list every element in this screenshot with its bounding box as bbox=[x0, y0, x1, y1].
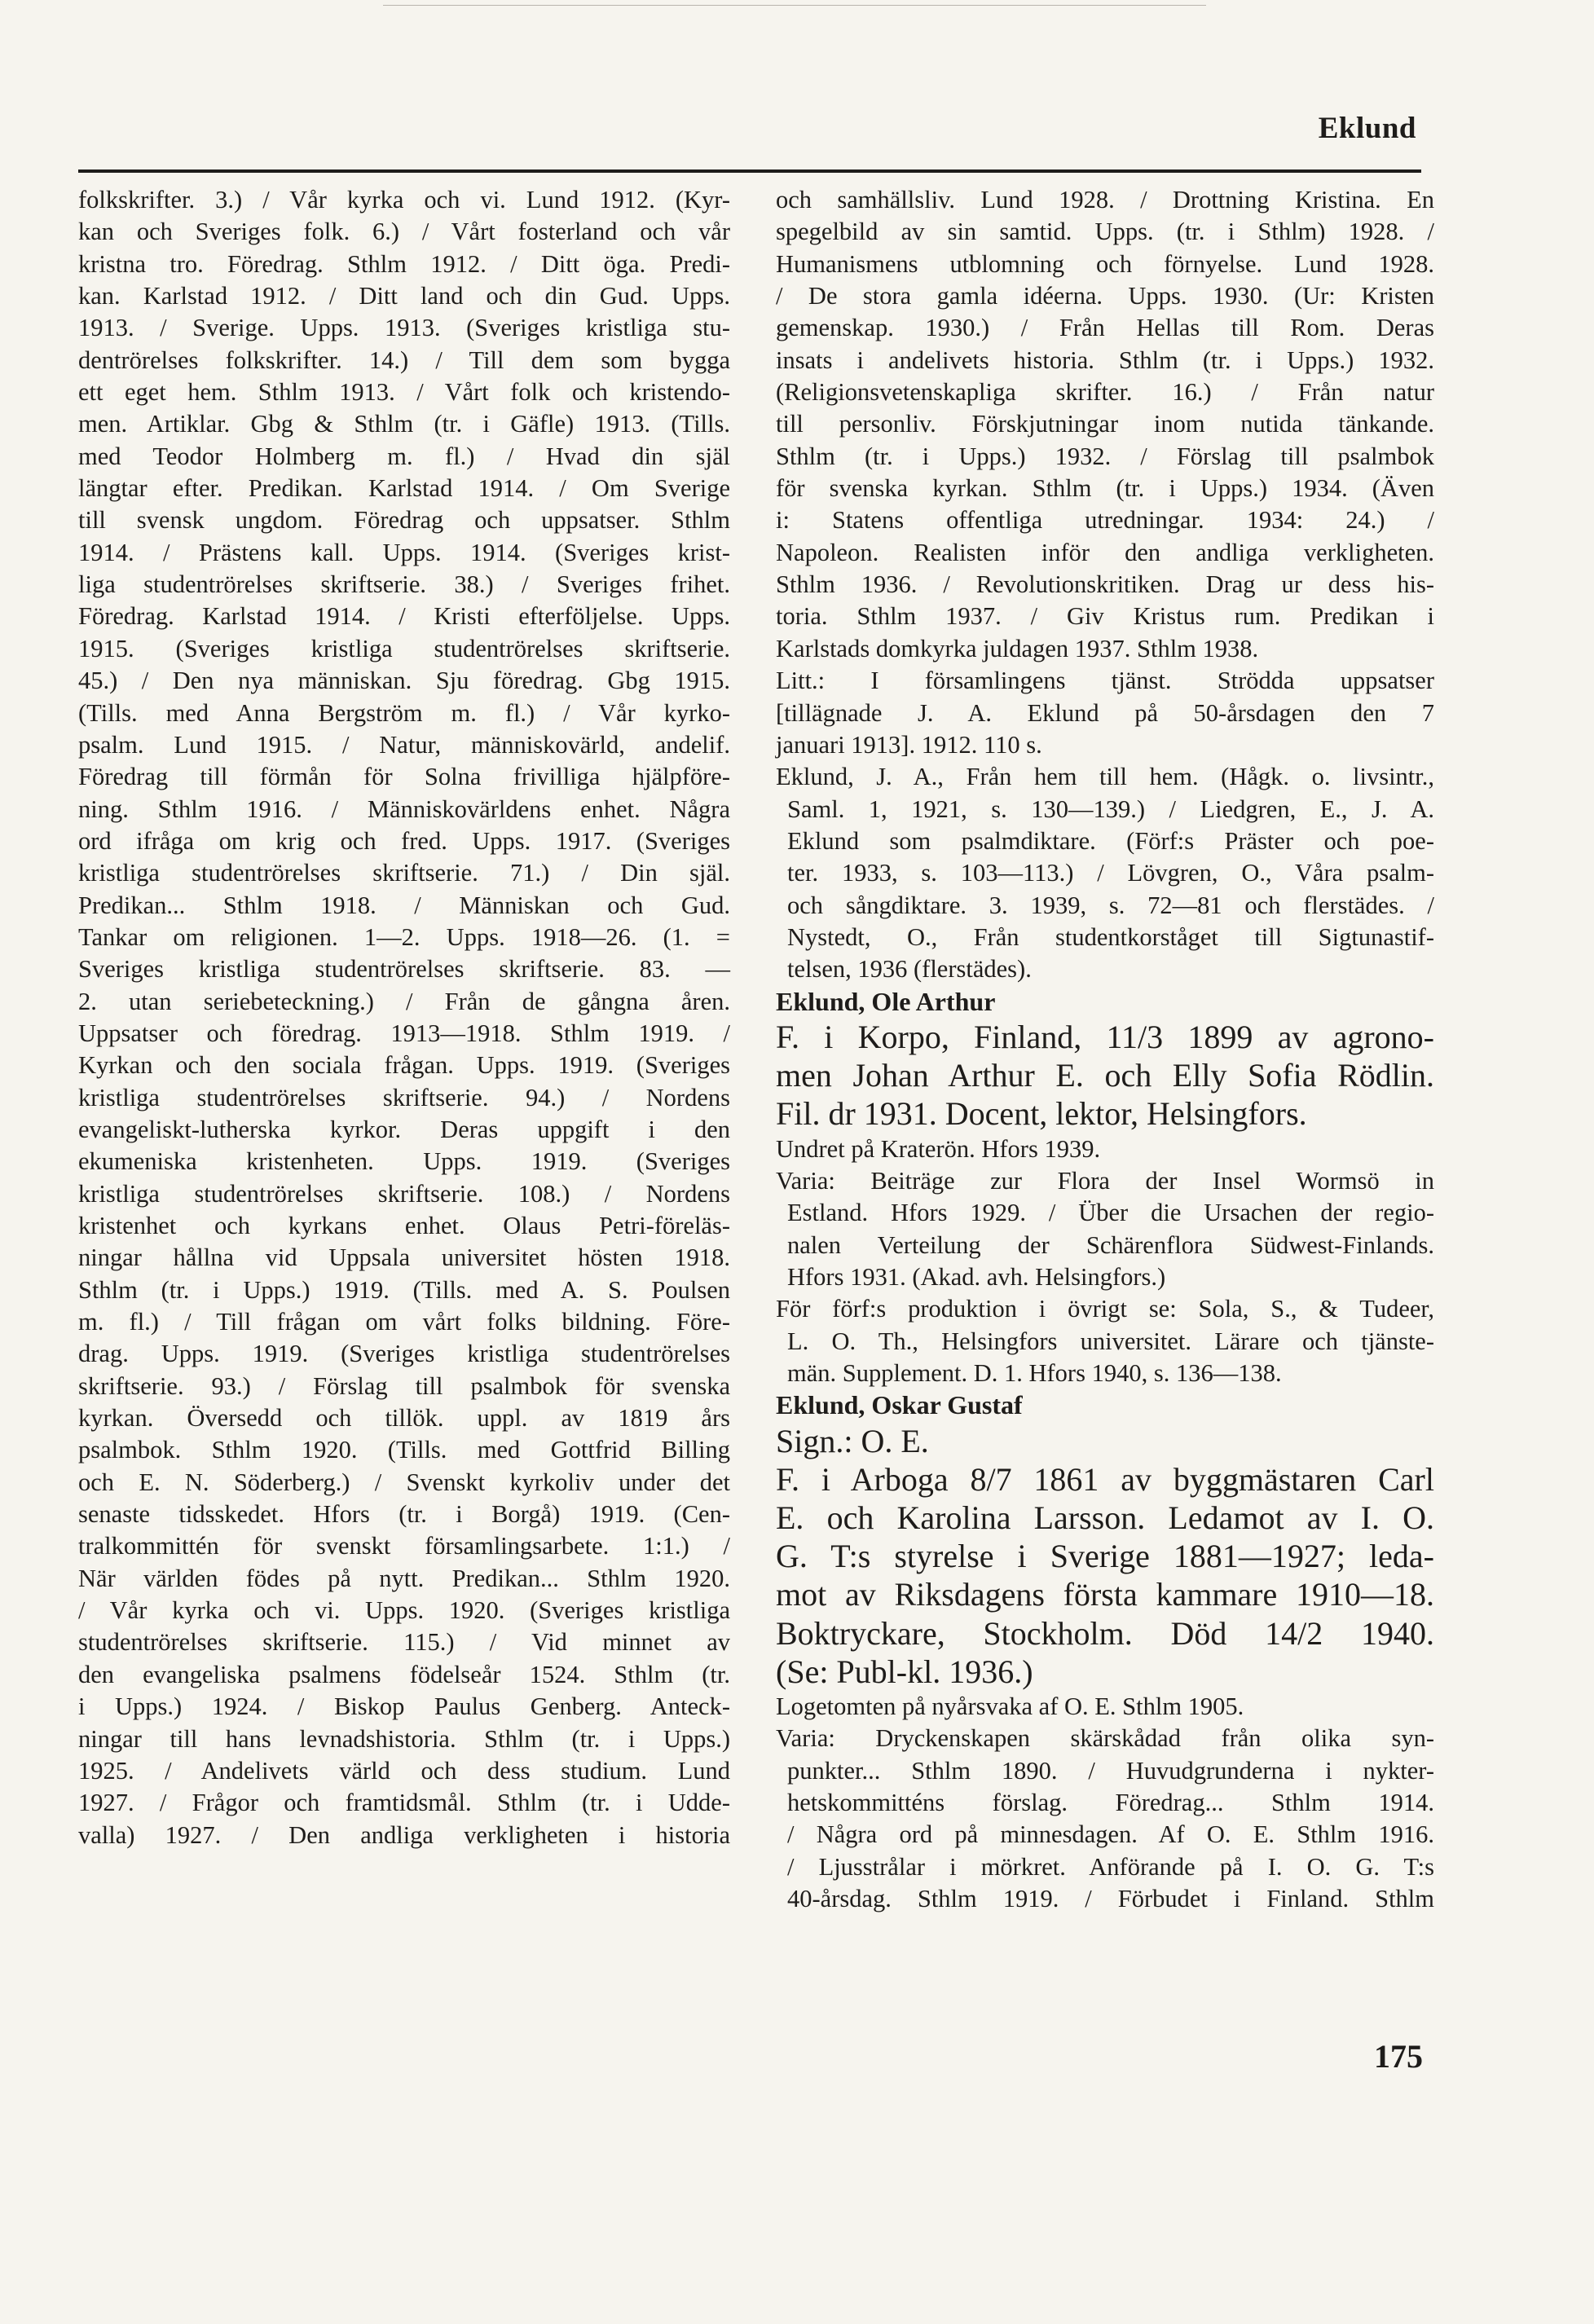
text-line: Kyrkan och den sociala frågan. Upps. 1919. (Sveriges bbox=[78, 1051, 730, 1080]
text-line: psalmbok. Sthlm 1920. (Tills. med Gottfrid Billing bbox=[78, 1436, 730, 1464]
text-line: Föredrag till förmån för Solna frivilliga hjälpföre- bbox=[78, 763, 730, 791]
text-line: Sign.: O. E. bbox=[776, 1422, 929, 1459]
text-line: 1914. / Prästens kall. Upps. 1914. (Sveriges krist- bbox=[78, 538, 730, 566]
text-line: Varia: Dryckenskapen skärskådad från olika syn- bbox=[776, 1724, 1434, 1753]
text-line: Eklund som psalmdiktare. (Förf:s Präster och poe- bbox=[787, 826, 1434, 855]
text-line: kristenhet och kyrkans enhet. Olaus Petri-föreläs- bbox=[78, 1212, 730, 1239]
text-line: Napoleon. Realisten inför den andliga verkligheten. bbox=[776, 538, 1434, 566]
text-line: När världen födes på nytt. Predikan... Sthlm 1920. bbox=[78, 1564, 730, 1592]
text-line: och samhällsliv. Lund 1928. / Drottning Kristina. En bbox=[776, 186, 1434, 213]
text-line: L. O. Th., Helsingfors universitet. Lärare och tjänste- bbox=[787, 1327, 1434, 1355]
entry-heading: Eklund, Oskar Gustaf bbox=[776, 1390, 1023, 1420]
text-line: nalen Verteilung der Schärenflora Südwest-Finlands. bbox=[787, 1230, 1434, 1259]
text-line: (Tills. med Anna Bergström m. fl.) / Vår kyrko- bbox=[78, 698, 730, 727]
text-line: kristliga studentrörelses skriftserie. 94.) / Nordens bbox=[78, 1083, 730, 1111]
text-line: Eklund, J. A., Från hem till hem. (Hågk. o. livsintr., bbox=[776, 763, 1434, 791]
text-line: kristna tro. Föredrag. Sthlm 1912. / Ditt öga. Predi- bbox=[78, 249, 730, 278]
text-line: drag. Upps. 1919. (Sveriges kristliga studentrörelses bbox=[78, 1340, 730, 1368]
text-line: ord ifråga om krig och fred. Upps. 1917. (Sveriges bbox=[78, 826, 730, 855]
text-line: / Vår kyrka och vi. Upps. 1920. (Sveriges kristliga bbox=[78, 1596, 730, 1625]
running-head: Eklund bbox=[1318, 112, 1416, 145]
text-line: för svenska kyrkan. Sthlm (tr. i Upps.) 1934. (Även bbox=[776, 474, 1434, 503]
text-line: E. och Karolina Larsson. Ledamot av I. O. bbox=[776, 1499, 1434, 1536]
text-line: Föredrag. Karlstad 1914. / Kristi efterföljelse. Upps. bbox=[78, 602, 730, 631]
text-line: Uppsatser och föredrag. 1913—1918. Sthlm 1919. / bbox=[78, 1019, 730, 1047]
text-line: Sthlm (tr. i Upps.) 1919. (Tills. med A. S. Poulsen bbox=[78, 1275, 730, 1304]
text-line: hetskommitténs förslag. Föredrag... Sthlm 1914. bbox=[787, 1788, 1434, 1816]
text-line: Fil. dr 1931. Docent, lektor, Helsingfors. bbox=[776, 1095, 1307, 1133]
page-number: 175 bbox=[1374, 2038, 1423, 2075]
text-line: ett eget hem. Sthlm 1913. / Vårt folk och kristendo- bbox=[78, 378, 730, 407]
text-line: män. Supplement. D. 1. Hfors 1940, s. 136—138. bbox=[787, 1358, 1282, 1387]
text-line: evangeliskt-lutherska kyrkor. Deras uppgift i den bbox=[78, 1115, 730, 1143]
text-line: i Upps.) 1924. / Biskop Paulus Genberg. Anteck- bbox=[78, 1692, 730, 1721]
text-line: Tankar om religionen. 1—2. Upps. 1918—26. (1. = bbox=[78, 922, 730, 951]
text-line: tralkommittén för svenskt församlingsarbete. 1:1.) / bbox=[78, 1532, 730, 1560]
text-line: i: Statens offentliga utredningar. 1934: 24.) / bbox=[776, 506, 1434, 535]
text-line: kristliga studentrörelses skriftserie. 71.) / Din själ. bbox=[78, 859, 730, 887]
text-line: Sveriges kristliga studentrörelses skriftserie. 83. — bbox=[78, 955, 730, 984]
text-line: Varia: Beiträge zur Flora der Insel Wormsö in bbox=[776, 1166, 1434, 1195]
text-line: Hfors 1931. (Akad. avh. Helsingfors.) bbox=[787, 1262, 1166, 1291]
text-line: valla) 1927. / Den andliga verkligheten i historia bbox=[78, 1820, 730, 1849]
text-line: Litt.: I församlingens tjänst. Strödda uppsatser bbox=[776, 667, 1434, 695]
text-line: Sthlm (tr. i Upps.) 1932. / Förslag till psalmbok bbox=[776, 442, 1434, 470]
text-line: kan och Sveriges folk. 6.) / Vårt fosterland och vår bbox=[78, 218, 730, 246]
top-edge-line bbox=[383, 5, 1206, 6]
text-line: kristliga studentrörelses skriftserie. 108.) / Nordens bbox=[78, 1179, 730, 1208]
text-line: studentrörelses skriftserie. 115.) / Vid minnet av bbox=[78, 1628, 730, 1657]
text-line: 2. utan seriebeteckning.) / Från de gångna åren. bbox=[78, 987, 730, 1015]
text-line: 45.) / Den nya människan. Sju föredrag. Gbg 1915. bbox=[78, 667, 730, 695]
right-column bbox=[776, 184, 1434, 1915]
text-line: ning. Sthlm 1916. / Människovärldens enhet. Några bbox=[78, 794, 730, 823]
text-line: telsen, 1936 (flerstädes). bbox=[787, 955, 1032, 984]
text-line: m. fl.) / Till frågan om vårt folks bildning. Före- bbox=[78, 1308, 730, 1336]
entry-heading: Eklund, Ole Arthur bbox=[776, 986, 996, 1016]
text-line: den evangeliska psalmens födelseår 1524. Sthlm (tr. bbox=[78, 1660, 730, 1688]
text-line: ekumeniska kristenheten. Upps. 1919. (Sveriges bbox=[78, 1147, 730, 1176]
text-line: F. i Arboga 8/7 1861 av byggmästaren Carl bbox=[776, 1460, 1434, 1498]
text-line: [tillägnade J. A. Eklund på 50-årsdagen den 7 bbox=[776, 698, 1434, 727]
text-line: / De stora gamla idéerna. Upps. 1930. (Ur: Kristen bbox=[776, 282, 1434, 310]
text-line: Sthlm 1936. / Revolutionskritiken. Drag ur dess his- bbox=[776, 570, 1434, 599]
text-line: / Ljusstrålar i mörkret. Anförande på I. O. G. T:s bbox=[787, 1852, 1434, 1881]
text-line: mot av Riksdagens första kammare 1910—18. bbox=[776, 1576, 1434, 1613]
text-line: till svensk ungdom. Föredrag och uppsatser. Sthlm bbox=[78, 506, 730, 535]
text-line: dentrörelses folkskrifter. 14.) / Till dem som bygga bbox=[78, 346, 730, 374]
text-line: men Johan Arthur E. och Elly Sofia Rödlin. bbox=[776, 1057, 1434, 1094]
text-line: ningar till hans levnadshistoria. Sthlm (tr. i Upps.) bbox=[78, 1724, 730, 1753]
text-line: och E. N. Söderberg.) / Svenskt kyrkoliv under det bbox=[78, 1468, 730, 1496]
text-line: Estland. Hfors 1929. / Über die Ursachen der regio- bbox=[787, 1199, 1434, 1227]
text-line: senaste tidsskedet. Hfors (tr. i Borgå) 1919. (Cen- bbox=[78, 1500, 730, 1529]
text-line: psalm. Lund 1915. / Natur, människovärld, andelif. bbox=[78, 730, 730, 759]
text-line: 1915. (Sveriges kristliga studentrörelses skriftserie. bbox=[78, 634, 730, 662]
left-column bbox=[78, 184, 730, 1851]
text-line: För förf:s produktion i övrigt se: Sola, S., & Tudeer, bbox=[776, 1295, 1434, 1323]
text-line: Boktryckare, Stockholm. Död 14/2 1940. bbox=[776, 1614, 1434, 1652]
text-line: med Teodor Holmberg m. fl.) / Hvad din själ bbox=[78, 442, 730, 470]
text-line: (Religionsvetenskapliga skrifter. 16.) / Från natur bbox=[776, 378, 1434, 407]
text-line: men. Artiklar. Gbg & Sthlm (tr. i Gäfle) 1913. (Tills. bbox=[78, 410, 730, 438]
text-line: ningar hållna vid Uppsala universitet hösten 1918. bbox=[78, 1243, 730, 1272]
text-line: längtar efter. Predikan. Karlstad 1914. / Om Sverige bbox=[78, 474, 730, 503]
text-line: Undret på Kraterön. Hfors 1939. bbox=[776, 1134, 1101, 1163]
text-line: 1913. / Sverige. Upps. 1913. (Sveriges kristliga stu- bbox=[78, 314, 730, 342]
text-line: Humanismens utblomning och förnyelse. Lund 1928. bbox=[776, 249, 1434, 278]
text-line: till personliv. Förskjutningar inom nutida tänkande. bbox=[776, 410, 1434, 438]
text-line: Logetomten på nyårsvaka af O. E. Sthlm 1905. bbox=[776, 1692, 1244, 1720]
text-line: januari 1913]. 1912. 110 s. bbox=[776, 730, 1042, 759]
header-rule bbox=[78, 169, 1421, 173]
text-line: insats i andelivets historia. Sthlm (tr. i Upps.) 1932. bbox=[776, 346, 1434, 374]
text-line: gemenskap. 1930.) / Från Hellas till Rom. Deras bbox=[776, 314, 1434, 342]
text-line: ter. 1933, s. 103—113.) / Lövgren, O., Våra psalm- bbox=[787, 859, 1434, 887]
text-line: (Se: Publ-kl. 1936.) bbox=[776, 1653, 1033, 1690]
text-line: Karlstads domkyrka juldagen 1937. Sthlm 1938. bbox=[776, 634, 1259, 662]
text-line: kan. Karlstad 1912. / Ditt land och din Gud. Upps. bbox=[78, 282, 730, 310]
text-line: spegelbild av sin samtid. Upps. (tr. i Sthlm) 1928. / bbox=[776, 218, 1434, 246]
text-line: liga studentrörelses skriftserie. 38.) / Sveriges frihet. bbox=[78, 570, 730, 599]
text-line: Nystedt, O., Från studentkorståget till Sigtunastif- bbox=[787, 922, 1434, 951]
text-line: skriftserie. 93.) / Förslag till psalmbok för svenska bbox=[78, 1371, 730, 1400]
text-line: 1927. / Frågor och framtidsmål. Sthlm (tr. i Udde- bbox=[78, 1789, 730, 1817]
text-line: Predikan... Sthlm 1918. / Människan och Gud. bbox=[78, 891, 730, 919]
text-line: / Några ord på minnesdagen. Af O. E. Sthlm 1916. bbox=[787, 1820, 1434, 1849]
text-line: kyrkan. Översedd och tillök. uppl. av 1819 års bbox=[78, 1404, 730, 1433]
text-line: och sångdiktare. 3. 1939, s. 72—81 och flerstädes. / bbox=[787, 891, 1434, 919]
text-line: G. T:s styrelse i Sverige 1881—1927; leda- bbox=[776, 1538, 1434, 1575]
text-line: 40-årsdag. Sthlm 1919. / Förbudet i Finland. Sthlm bbox=[787, 1884, 1434, 1912]
text-line: Saml. 1, 1921, s. 130—139.) / Liedgren, E., J. A. bbox=[787, 794, 1434, 823]
text-line: 1925. / Andelivets värld och dess studium. Lund bbox=[78, 1756, 730, 1785]
text-line: F. i Korpo, Finland, 11/3 1899 av agrono- bbox=[776, 1018, 1434, 1055]
text-line: folkskrifter. 3.) / Vår kyrka och vi. Lund 1912. (Kyr- bbox=[78, 186, 730, 213]
text-line: toria. Sthlm 1937. / Giv Kristus rum. Predikan i bbox=[776, 602, 1434, 631]
text-line: punkter... Sthlm 1890. / Huvudgrunderna i nykter- bbox=[787, 1756, 1434, 1785]
